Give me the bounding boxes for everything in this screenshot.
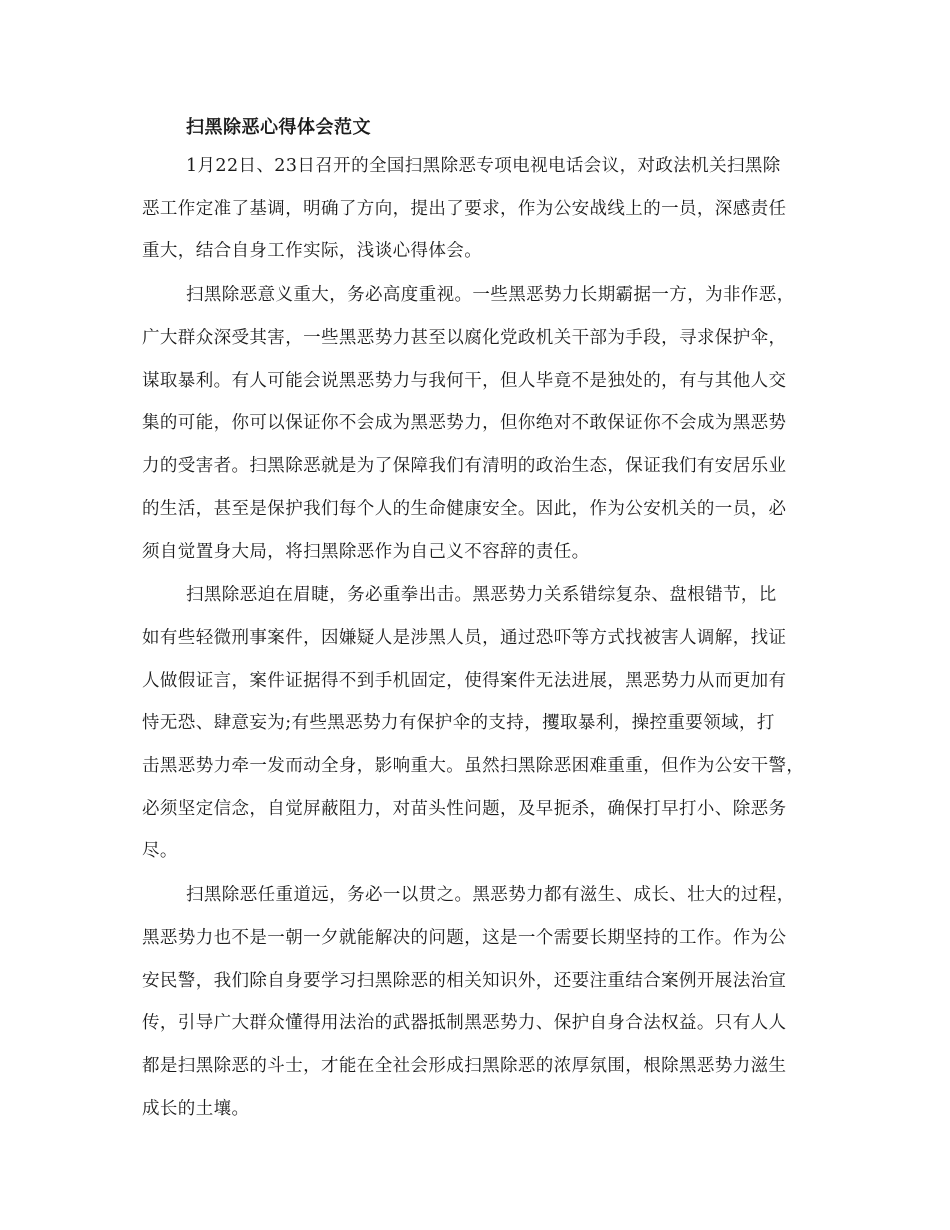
paragraph-line: 扫黑除恶任重道远，务必一以贯之。黑恶势力都有滋生、成长、壮大的过程，: [186, 885, 795, 905]
paragraph-line: 集的可能，你可以保证你不会成为黑恶势力，但你绝对不敢保证你不会成为黑恶势: [142, 413, 787, 433]
paragraph-line: 须自觉置身大局，将扫黑除恶作为自己义不容辞的责任。: [142, 542, 590, 562]
paragraph-line: 力的受害者。扫黑除恶就是为了保障我们有清明的政治生态，保证我们有安居乐业: [142, 456, 787, 476]
paragraph-line: 必须坚定信念，自觉屏蔽阻力，对苗头性问题，及早扼杀，确保打早打小、除恶务: [142, 799, 787, 819]
paragraph-line: 1月22日、23日召开的全国扫黑除恶专项电视电话会议，对政法机关扫黑除: [186, 156, 781, 176]
paragraph-line: 人做假证言，案件证据得不到手机固定，使得案件无法进展，黑恶势力从而更加有: [142, 671, 787, 691]
paragraph-line: 谋取暴利。有人可能会说黑恶势力与我何干，但人毕竟不是独处的，有与其他人交: [142, 371, 787, 391]
paragraph-line: 扫黑除恶迫在眉睫，务必重拳出击。黑恶势力关系错综复杂、盘根错节，比: [186, 585, 777, 605]
paragraph-line: 恃无恐、肆意妄为;有些黑恶势力有保护伞的支持，攫取暴利，操控重要领域，打: [142, 713, 775, 733]
paragraph-line: 恶工作定准了基调，明确了方向，提出了要求，作为公安战线上的一员，深感责任: [142, 199, 787, 219]
paragraph-line: 如有些轻微刑事案件，因嫌疑人是涉黑人员，通过恐吓等方式找被害人调解，找证: [142, 628, 787, 648]
paragraph-line: 的生活，甚至是保护我们每个人的生命健康安全。因此，作为公安机关的一员，必: [142, 499, 787, 519]
paragraph-line: 重大，结合自身工作实际，浅谈心得体会。: [142, 241, 483, 261]
paragraph-line: 传，引导广大群众懂得用法治的武器抵制黑恶势力、保护自身合法权益。只有人人: [142, 1013, 787, 1033]
paragraph-line: 广大群众深受其害，一些黑恶势力甚至以腐化党政机关干部为手段，寻求保护伞，: [142, 328, 787, 348]
paragraph-line: 成长的土壤。: [142, 1099, 250, 1119]
paragraph-line: 黑恶势力也不是一朝一夕就能解决的问题，这是一个需要长期坚持的工作。作为公: [142, 928, 787, 948]
paragraph-line: 安民警，我们除自身要学习扫黑除恶的相关知识外，还要注重结合案例开展法治宣: [142, 971, 787, 991]
paragraph-line: 扫黑除恶意义重大，务必高度重视。一些黑恶势力长期霸据一方，为非作恶，: [186, 285, 795, 305]
paragraph-line: 击黑恶势力牵一发而动全身，影响重大。虽然扫黑除恶困难重重，但作为公安干警，: [142, 756, 805, 776]
paragraph-line: 都是扫黑除恶的斗士，才能在全社会形成扫黑除恶的浓厚氛围，根除黑恶势力滋生: [142, 1056, 787, 1076]
document-title: 扫黑除恶心得体会范文: [186, 117, 371, 138]
paragraph-line: 尽。: [142, 841, 178, 861]
